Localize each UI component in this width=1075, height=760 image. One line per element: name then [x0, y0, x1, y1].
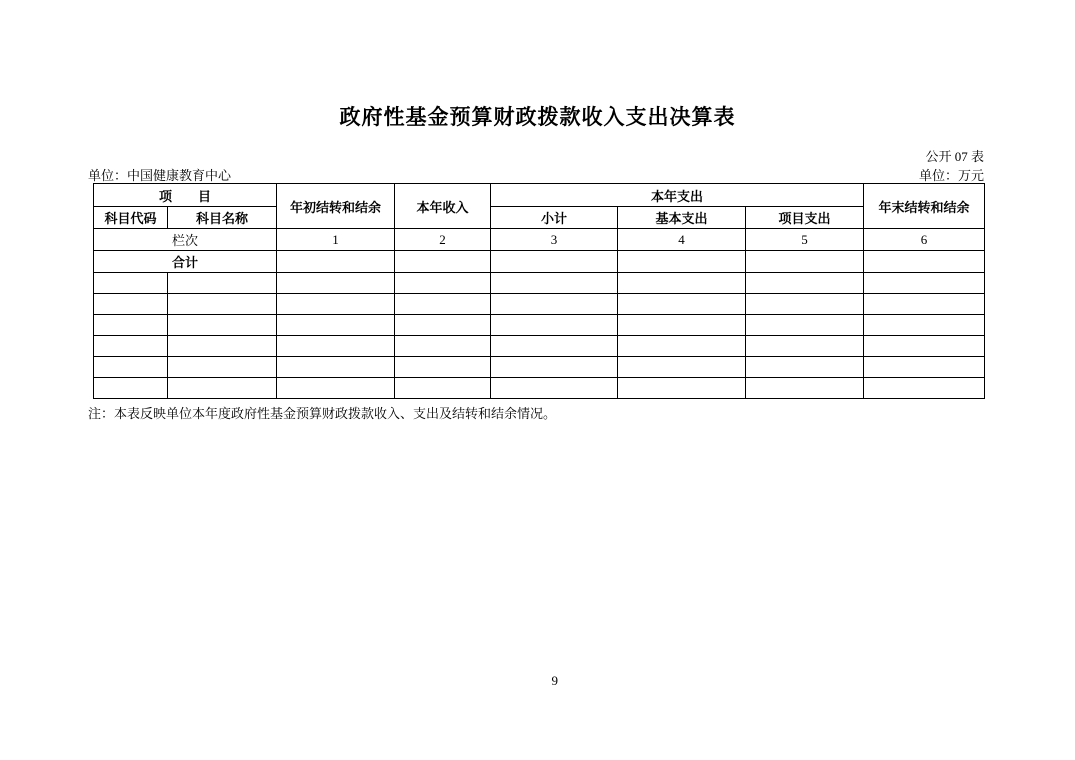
- empty-cell: [94, 273, 168, 294]
- empty-cell: [746, 357, 864, 378]
- empty-data-row: [94, 294, 985, 315]
- empty-cell: [277, 378, 395, 399]
- header-subtotal: 小计: [491, 207, 618, 229]
- empty-cell: [618, 378, 746, 399]
- empty-cell: [395, 315, 491, 336]
- empty-cell: [168, 357, 277, 378]
- empty-data-row: [94, 315, 985, 336]
- total-label-cell: 合计: [94, 251, 277, 273]
- empty-cell: [864, 378, 985, 399]
- empty-data-row: [94, 378, 985, 399]
- empty-data-row: [94, 336, 985, 357]
- empty-cell: [168, 294, 277, 315]
- lane-number-cell: 3: [491, 229, 618, 251]
- empty-cell: [168, 336, 277, 357]
- empty-cell: [491, 336, 618, 357]
- empty-cell: [395, 294, 491, 315]
- table-note: 注：本表反映单位本年度政府性基金预算财政拨款收入、支出及结转和结余情况。: [88, 406, 557, 421]
- empty-cell: [618, 315, 746, 336]
- empty-cell: [864, 273, 985, 294]
- empty-data-row: [94, 357, 985, 378]
- form-code-label: 公开 07 表: [925, 149, 984, 164]
- empty-cell: [395, 336, 491, 357]
- lane-number-cell: 5: [746, 229, 864, 251]
- empty-cell: [94, 294, 168, 315]
- empty-cell: [491, 378, 618, 399]
- empty-cell: [618, 336, 746, 357]
- lane-number-row: [94, 229, 985, 251]
- empty-cell: [746, 251, 864, 273]
- unit-name-label: 单位：中国健康教育中心: [88, 168, 232, 183]
- lane-number-cell: 1: [277, 229, 395, 251]
- empty-cell: [395, 378, 491, 399]
- header-subject-name: 科目名称: [168, 207, 277, 229]
- header-project: 项 目: [94, 184, 277, 207]
- empty-cell: [491, 294, 618, 315]
- empty-cell: [864, 294, 985, 315]
- empty-cell: [94, 357, 168, 378]
- empty-cell: [395, 251, 491, 273]
- header-subject-code: 科目代码: [94, 207, 168, 229]
- empty-cell: [94, 378, 168, 399]
- empty-cell: [864, 315, 985, 336]
- header-row-1: [94, 184, 985, 207]
- header-project-expenditure: 项目支出: [746, 207, 864, 229]
- empty-cell: [277, 357, 395, 378]
- page-number: 9: [551, 673, 558, 688]
- empty-cell: [395, 273, 491, 294]
- unit-currency-label: 单位：万元: [918, 168, 984, 183]
- document-title: 政府性基金预算财政拨款收入支出决算表: [339, 105, 736, 129]
- empty-cell: [618, 294, 746, 315]
- empty-cell: [618, 357, 746, 378]
- empty-cell: [864, 357, 985, 378]
- empty-cell: [746, 273, 864, 294]
- empty-cell: [277, 251, 395, 273]
- header-current-year-expenditure: 本年支出: [491, 184, 864, 207]
- empty-cell: [491, 357, 618, 378]
- header-beginning-balance: 年初结转和结余: [277, 184, 395, 229]
- empty-cell: [168, 273, 277, 294]
- header-year-end-balance: 年末结转和结余: [864, 184, 985, 229]
- lane-number-cell: 6: [864, 229, 985, 251]
- budget-table: [93, 183, 985, 399]
- empty-cell: [94, 336, 168, 357]
- empty-cell: [277, 294, 395, 315]
- total-row: [94, 251, 985, 273]
- empty-cell: [746, 315, 864, 336]
- empty-cell: [746, 294, 864, 315]
- empty-cell: [864, 251, 985, 273]
- empty-cell: [277, 273, 395, 294]
- empty-data-row: [94, 273, 985, 294]
- empty-cell: [491, 251, 618, 273]
- empty-cell: [168, 378, 277, 399]
- empty-cell: [618, 251, 746, 273]
- empty-cell: [746, 336, 864, 357]
- empty-cell: [746, 378, 864, 399]
- empty-cell: [277, 315, 395, 336]
- empty-cell: [94, 315, 168, 336]
- empty-cell: [491, 315, 618, 336]
- header-row-2: [94, 207, 985, 229]
- empty-cell: [168, 315, 277, 336]
- header-current-year-income: 本年收入: [395, 184, 491, 229]
- lane-number-cell: 2: [395, 229, 491, 251]
- empty-cell: [395, 357, 491, 378]
- header-basic-expenditure: 基本支出: [618, 207, 746, 229]
- empty-cell: [618, 273, 746, 294]
- lane-number-cell: 4: [618, 229, 746, 251]
- empty-cell: [277, 336, 395, 357]
- lane-label-cell: 栏次: [94, 229, 277, 251]
- empty-cell: [864, 336, 985, 357]
- empty-cell: [491, 273, 618, 294]
